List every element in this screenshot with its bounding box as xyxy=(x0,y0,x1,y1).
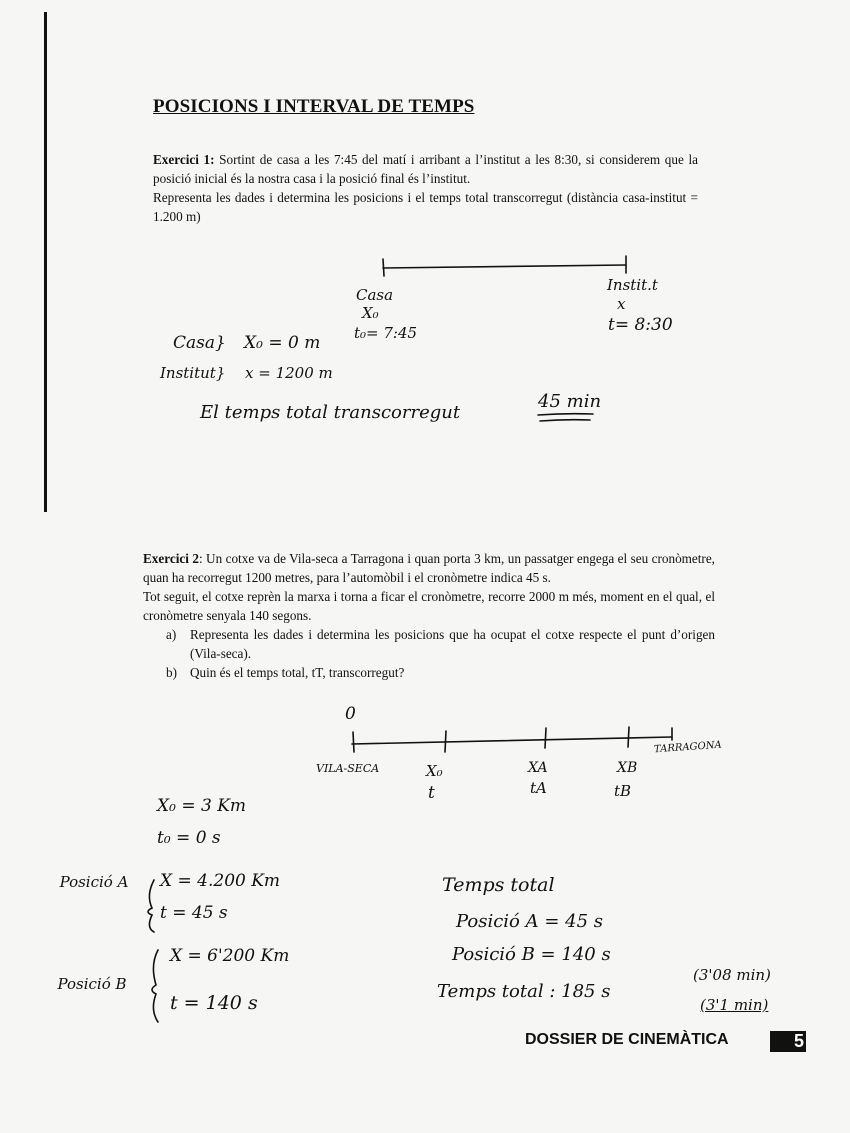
ex1-underline-2 xyxy=(540,420,590,421)
exercise-2-item-a xyxy=(166,625,715,663)
hw-tb-mark: tB xyxy=(614,782,632,800)
exercise-2-label: Exercici 2 xyxy=(143,551,199,566)
exercise-2-item-b xyxy=(166,663,715,682)
exercise-1-statement: Sortint de casa a les 7:45 del matí i arribant a l’institut a les 8:30, si considerem que la posició inicial és la nostra casa i la posició final és l’institut. xyxy=(153,152,698,186)
item-b-text: Quin és el temps total, tT, transcorregut? xyxy=(190,665,405,680)
hw-casa-eq-label: Casa} xyxy=(173,333,226,353)
hw-posA-x: X = 4.200 Km xyxy=(160,871,281,891)
hw-total-text: El temps total transcorregut xyxy=(200,402,461,423)
exercise-1-task: Representa les dades i determina les posicions i el temps total transcorregut (distància casa-institut = 1.200 m) xyxy=(153,190,698,224)
exercise-2-task: Tot seguit, el cotxe reprèn la marxa i torna a ficar el cronòmetre, recorre 2000 m més, moment en el qual, el cronòmetre senyala 140 segons. xyxy=(143,589,715,623)
footer-title: DOSSIER DE CINEMÀTICA xyxy=(525,1031,729,1048)
ex1-tick-start xyxy=(383,259,384,276)
hw-x0: X₀ xyxy=(362,304,379,322)
hw-casa: Casa xyxy=(356,286,394,304)
hw-casa-eq: X₀ = 0 m xyxy=(244,333,321,353)
ex2-tick-xa xyxy=(545,728,546,748)
ex2-tick-xb xyxy=(628,727,629,747)
hw-posB-time: Posició B = 140 s xyxy=(452,944,611,965)
exercise-1-label: Exercici 1: xyxy=(153,152,215,167)
hw-posB-x: X = 6'200 Km xyxy=(170,946,290,966)
ex2-tick-origin xyxy=(353,732,354,752)
hw-temps-total: Temps total xyxy=(442,874,555,896)
hw-xa-mark: XA xyxy=(528,760,548,776)
margin-line xyxy=(44,12,47,512)
hw-institut: Instit.t xyxy=(607,276,658,294)
hw-total-value: 45 min xyxy=(538,391,602,412)
hw-x0-eq: X₀ = 3 Km xyxy=(157,796,247,816)
brace-pos-a xyxy=(148,880,154,932)
hw-origin: 0 xyxy=(345,704,356,724)
item-a-mark: a) xyxy=(166,627,177,642)
exercise-1-text xyxy=(153,150,698,226)
item-a-text: Representa les dades i determina les posicions que ha ocupat el cotxe respecte el punt d’origen (Vila-seca). xyxy=(190,627,715,661)
hw-x0-mark: X₀ xyxy=(426,762,443,780)
brace-pos-b xyxy=(152,950,158,1022)
exercise-2-statement: : Un cotxe va de Vila-seca a Tarragona i quan porta 3 km, un passatger engega el seu cronòmetre, quan ha recorregut 1200 metres, para l’automòbil i el cronòmetre indica 45 s. xyxy=(143,551,715,585)
exercise-2-text xyxy=(143,549,715,682)
hw-institut-eq-label: Institut} xyxy=(160,364,226,382)
exercise-2-items xyxy=(143,625,715,682)
hw-conv-2: (3'1 min) xyxy=(700,996,769,1014)
hw-t0-eq: t₀ = 0 s xyxy=(157,828,221,848)
hw-posA-t: t = 45 s xyxy=(160,903,228,923)
hw-vilaseca: VILA-SECA xyxy=(316,762,380,775)
ex2-tick-x0 xyxy=(445,731,446,752)
hw-x: x xyxy=(617,295,626,313)
hw-posA-label: Posició A xyxy=(59,873,129,891)
ex2-axis-line xyxy=(352,737,672,744)
hw-t-mark: t xyxy=(428,783,435,803)
hw-posA-time: Posició A = 45 s xyxy=(456,911,603,932)
page-title: POSICIONS I INTERVAL DE TEMPS xyxy=(153,96,475,117)
hw-tarragona: TARRAGONA xyxy=(653,739,723,756)
hw-institut-eq: x = 1200 m xyxy=(245,364,333,382)
ex1-underline-1 xyxy=(538,414,593,415)
hw-xb-mark: XB xyxy=(617,760,638,776)
hw-ta-mark: tA xyxy=(530,779,547,797)
hw-conv-1: (3'08 min) xyxy=(693,966,771,984)
hw-total-line: Temps total : 185 s xyxy=(437,981,611,1002)
hw-t0: t₀= 7:45 xyxy=(354,324,418,342)
page-number: 5 xyxy=(770,1031,806,1052)
hw-posB-t: t = 140 s xyxy=(170,992,258,1014)
hw-t: t= 8:30 xyxy=(608,315,673,335)
item-b-mark: b) xyxy=(166,665,177,680)
ex1-axis-line xyxy=(383,265,626,268)
hw-posB-label: Posició B xyxy=(57,975,127,993)
